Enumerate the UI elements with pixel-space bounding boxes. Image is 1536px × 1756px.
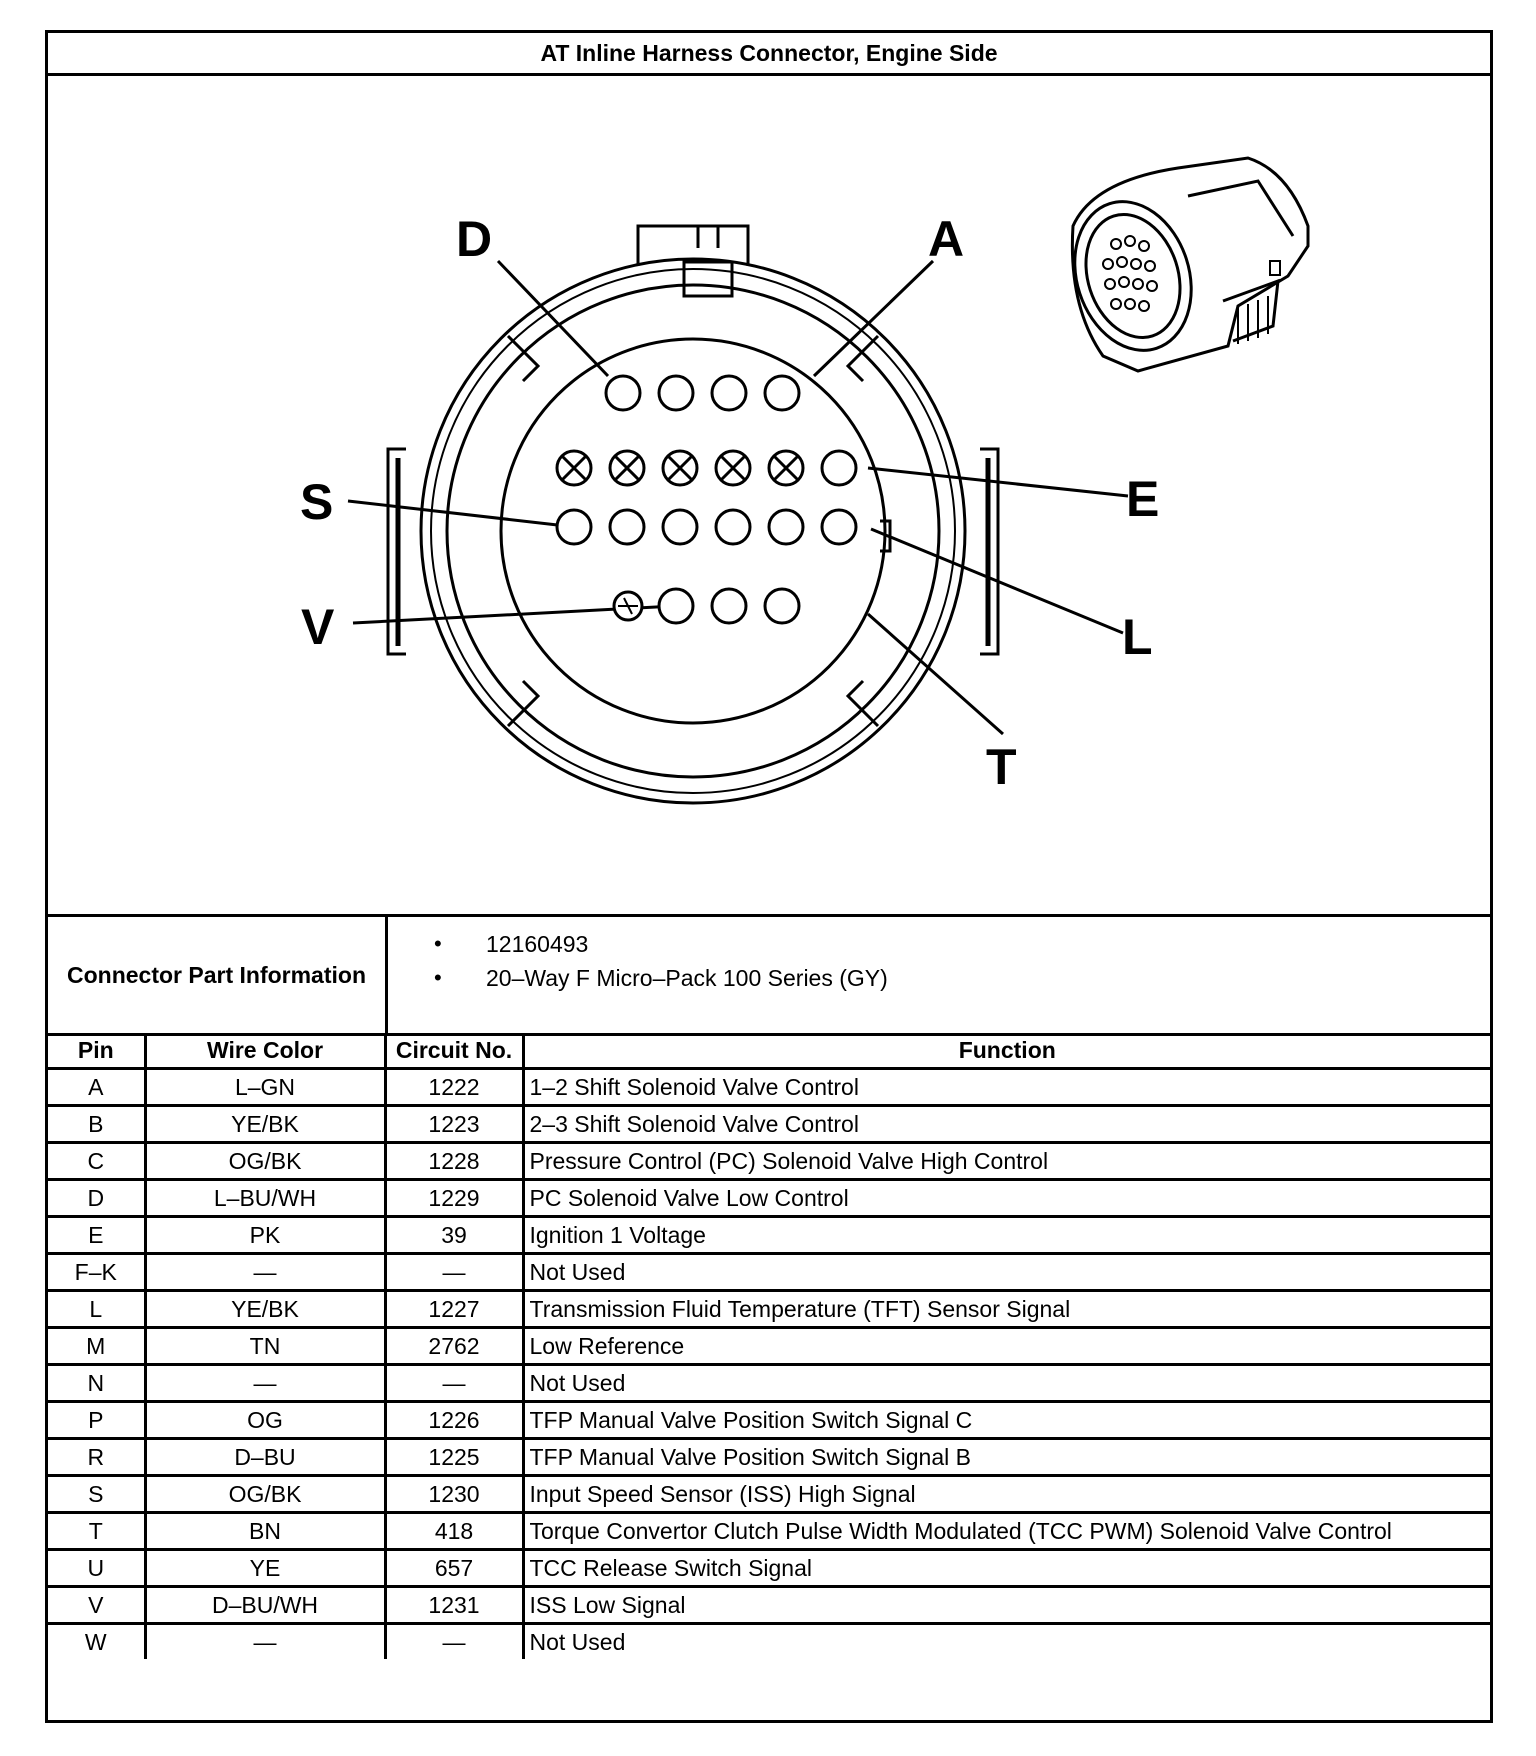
pin-cell: E	[48, 1217, 145, 1254]
function-cell: 1–2 Shift Solenoid Valve Control	[523, 1069, 1490, 1106]
table-row	[48, 1513, 1490, 1550]
table-row	[48, 1254, 1490, 1291]
part-info-list	[434, 927, 888, 995]
wire-color-cell: D–BU	[145, 1439, 385, 1476]
wire-color-cell: YE/BK	[145, 1106, 385, 1143]
table-row	[48, 1587, 1490, 1624]
circuit-cell: —	[385, 1254, 523, 1291]
pin-cell: N	[48, 1365, 145, 1402]
function-cell: TFP Manual Valve Position Switch Signal B	[523, 1439, 1490, 1476]
pin-label-e: E	[1126, 471, 1160, 527]
pin-label-d: D	[456, 211, 493, 267]
table-row	[48, 1069, 1490, 1106]
wire-color-cell: OG	[145, 1402, 385, 1439]
circuit-cell: 1229	[385, 1180, 523, 1217]
circuit-cell: 1225	[385, 1439, 523, 1476]
circuit-cell: —	[385, 1365, 523, 1402]
function-cell: Input Speed Sensor (ISS) High Signal	[523, 1476, 1490, 1513]
table-row	[48, 1291, 1490, 1328]
wire-color-cell: D–BU/WH	[145, 1587, 385, 1624]
function-cell: Not Used	[523, 1254, 1490, 1291]
function-cell: Ignition 1 Voltage	[523, 1217, 1490, 1254]
connector-part-information	[48, 914, 1490, 1036]
wire-color-cell: OG/BK	[145, 1143, 385, 1180]
wire-color-cell: —	[145, 1624, 385, 1660]
circuit-cell: 2762	[385, 1328, 523, 1365]
pin-cavity	[765, 376, 799, 410]
table-row	[48, 1439, 1490, 1476]
wire-color-cell: YE	[145, 1550, 385, 1587]
pin-cavity	[606, 376, 640, 410]
function-cell: Not Used	[523, 1365, 1490, 1402]
pin-cell: W	[48, 1624, 145, 1660]
circuit-cell: 1226	[385, 1402, 523, 1439]
wire-color-cell: L–BU/WH	[145, 1180, 385, 1217]
circuit-cell: 1222	[385, 1069, 523, 1106]
pinout-header-row	[48, 1033, 1490, 1069]
pin-cell: L	[48, 1291, 145, 1328]
pin-cell: B	[48, 1106, 145, 1143]
circuit-cell: 657	[385, 1550, 523, 1587]
circuit-cell: —	[385, 1624, 523, 1660]
wire-color-cell: L–GN	[145, 1069, 385, 1106]
pin-cell: T	[48, 1513, 145, 1550]
connector-description: • 20–Way F Micro–Pack 100 Series (GY)	[434, 961, 888, 995]
function-cell: Torque Convertor Clutch Pulse Width Modulated (TCC PWM) Solenoid Valve Control	[523, 1513, 1490, 1550]
circuit-cell: 1227	[385, 1291, 523, 1328]
table-row	[48, 1180, 1490, 1217]
wire-color-cell: BN	[145, 1513, 385, 1550]
pin-cell: P	[48, 1402, 145, 1439]
wire-color-cell: —	[145, 1254, 385, 1291]
circuit-cell: 1231	[385, 1587, 523, 1624]
pin-label-t: T	[986, 739, 1017, 795]
function-cell: 2–3 Shift Solenoid Valve Control	[523, 1106, 1490, 1143]
circuit-cell: 1228	[385, 1143, 523, 1180]
pin-cell: D	[48, 1180, 145, 1217]
circuit-cell: 1223	[385, 1106, 523, 1143]
function-cell: Pressure Control (PC) Solenoid Valve High Control	[523, 1143, 1490, 1180]
table-row	[48, 1143, 1490, 1180]
function-cell: Low Reference	[523, 1328, 1490, 1365]
connector-3d-thumbnail	[1056, 158, 1308, 371]
wire-color-cell: YE/BK	[145, 1291, 385, 1328]
header-function: Function	[523, 1033, 1490, 1069]
header-circuit-no: Circuit No.	[385, 1033, 523, 1069]
wire-color-cell: TN	[145, 1328, 385, 1365]
function-cell: PC Solenoid Valve Low Control	[523, 1180, 1490, 1217]
header-pin: Pin	[48, 1033, 145, 1069]
pin-cell: U	[48, 1550, 145, 1587]
pin-cell: M	[48, 1328, 145, 1365]
circuit-cell: 418	[385, 1513, 523, 1550]
function-cell: ISS Low Signal	[523, 1587, 1490, 1624]
wire-color-cell: PK	[145, 1217, 385, 1254]
circuit-cell: 1230	[385, 1476, 523, 1513]
part-info-label: Connector Part Information	[48, 917, 388, 1033]
function-cell: TCC Release Switch Signal	[523, 1550, 1490, 1587]
pin-cavity	[712, 376, 746, 410]
connector-diagram	[48, 76, 1490, 914]
pin-cell: A	[48, 1069, 145, 1106]
function-cell: TFP Manual Valve Position Switch Signal C	[523, 1402, 1490, 1439]
pin-label-a: A	[928, 211, 965, 267]
table-row	[48, 1402, 1490, 1439]
table-row	[48, 1365, 1490, 1402]
header-wire-color: Wire Color	[145, 1033, 385, 1069]
pin-cell: F–K	[48, 1254, 145, 1291]
pinout-table	[48, 1033, 1490, 1659]
function-cell: Not Used	[523, 1624, 1490, 1660]
table-row	[48, 1624, 1490, 1660]
table-row	[48, 1476, 1490, 1513]
pin-cell: R	[48, 1439, 145, 1476]
pinout-rows	[48, 1069, 1490, 1660]
function-cell: Transmission Fluid Temperature (TFT) Sensor Signal	[523, 1291, 1490, 1328]
wire-color-cell: —	[145, 1365, 385, 1402]
wire-color-cell: OG/BK	[145, 1476, 385, 1513]
part-number: • 12160493	[434, 927, 888, 961]
table-row	[48, 1106, 1490, 1143]
circuit-cell: 39	[385, 1217, 523, 1254]
table-row	[48, 1550, 1490, 1587]
pin-cell: C	[48, 1143, 145, 1180]
connector-title: AT Inline Harness Connector, Engine Side	[48, 33, 1490, 76]
pin-cavity	[659, 376, 693, 410]
connector-face-drawing	[48, 76, 1490, 914]
table-row	[48, 1217, 1490, 1254]
pin-label-v: V	[301, 599, 335, 655]
table-row	[48, 1328, 1490, 1365]
pin-cell: V	[48, 1587, 145, 1624]
pin-label-l: L	[1122, 609, 1153, 665]
pin-label-s: S	[300, 474, 334, 530]
pin-cell: S	[48, 1476, 145, 1513]
connector-sheet	[45, 30, 1493, 1723]
